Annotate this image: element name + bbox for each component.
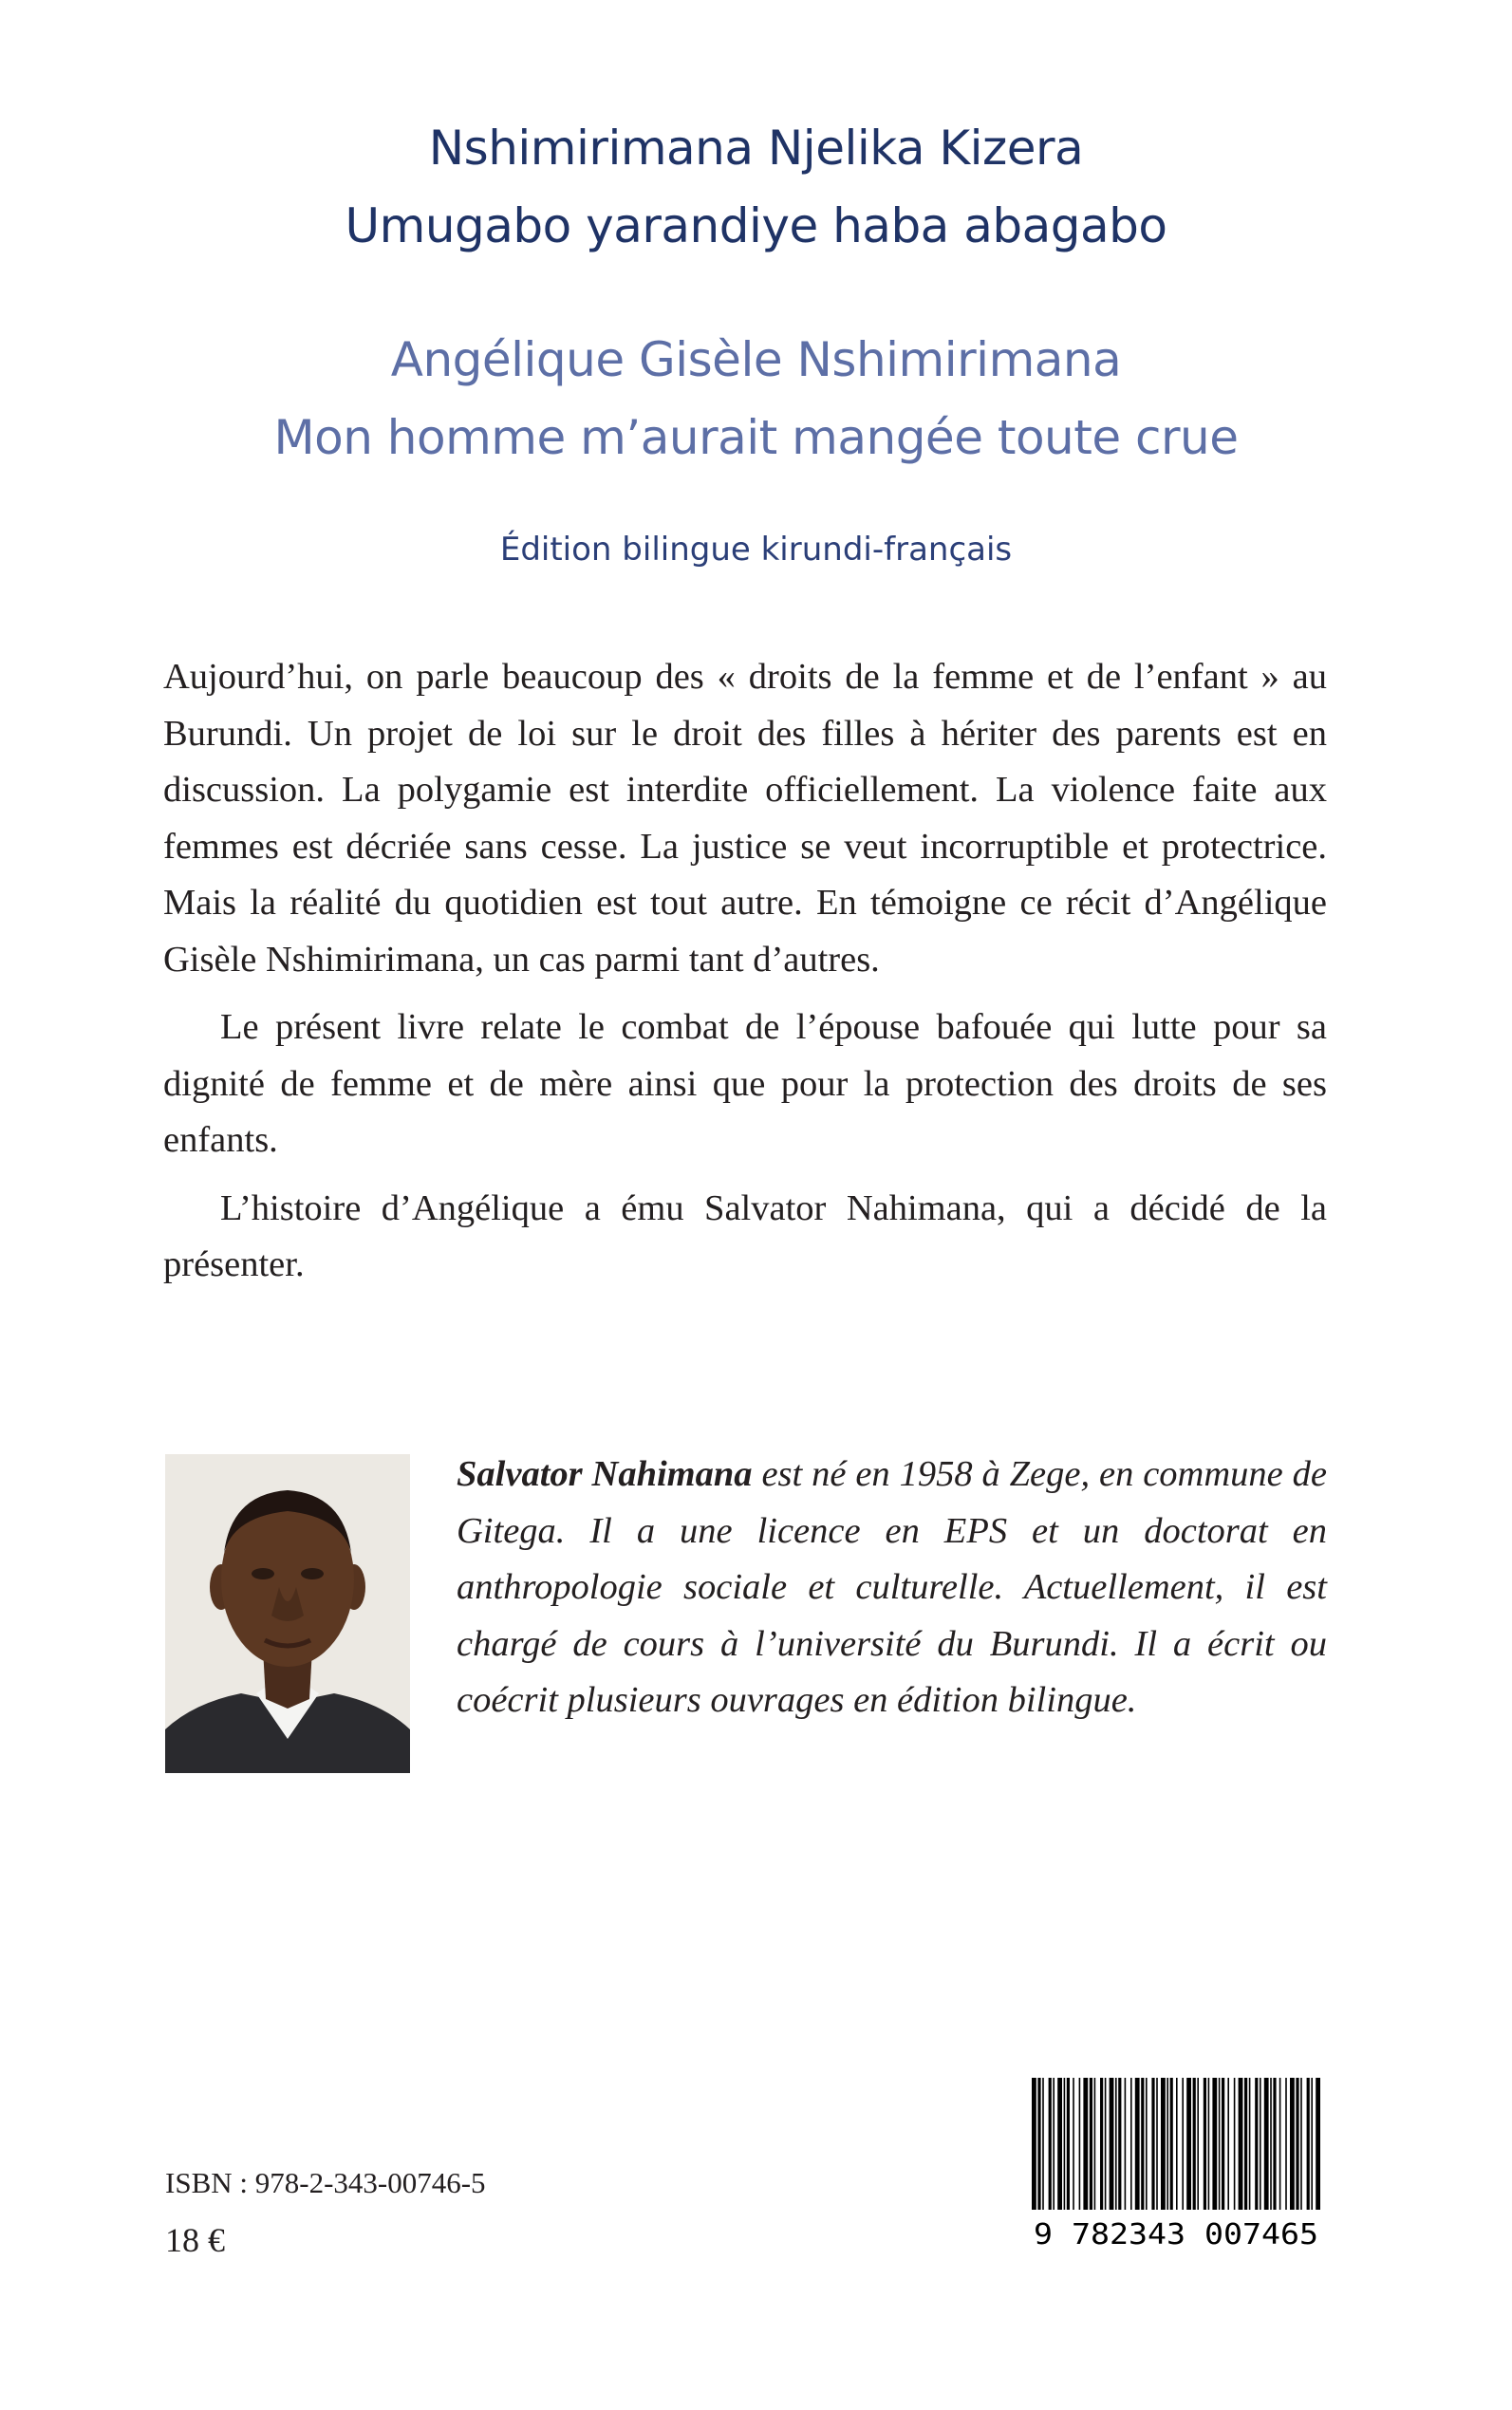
author-bio-text: est né en 1958 à Zege, en commune de Gitega. Il a une licence en EPS et un doctorat en anthropologie sociale et culturelle. Actuellement, il est chargé de cours à l’université du Burundi. Il a écrit ou coécrit plusieurs ouvrages en édition bilingue. <box>457 1454 1327 1720</box>
blurb-paragraph-3: L’histoire d’Angélique a ému Salvator Nahimana, qui a décidé de la présenter. <box>163 1187 1327 1284</box>
author-bio <box>457 1447 1327 1729</box>
author-photo <box>165 1454 410 1773</box>
kirundi-title-block <box>0 109 1512 265</box>
barcode-digits-text: 9 782343 007465 <box>1034 2218 1318 2251</box>
author-name: Salvator Nahimana <box>457 1454 753 1494</box>
barcode-digits <box>1030 2210 1322 2253</box>
french-title: Mon homme m’aurait mangée toute crue <box>273 410 1239 465</box>
price-label: 18 € <box>165 2221 225 2259</box>
french-author: Angélique Gisèle Nshimirimana <box>390 332 1122 387</box>
blurb-paragraph-2: Le présent livre relate le combat de l’épouse bafouée qui lutte pour sa dignité de femme et de mère ainsi que pour la protection des droits de ses enfants. <box>163 1007 1327 1160</box>
blurb-paragraph-1: Aujourd’hui, on parle beaucoup des « droits de la femme et de l’enfant » au Burundi. Un projet de loi sur le droit des filles à hériter des parents est en discussion. La polygamie est interdite officiellement. La violence faite aux femmes est décriée sans cesse. La justice se veut incorruptible et protectrice. Mais la réalité du quotidien est tout autre. En témoigne ce récit d’Angélique Gisèle Nshimirimana, un cas parmi tant d’autres. <box>163 657 1327 980</box>
blurb <box>163 649 1327 1305</box>
kirundi-title: Umugabo yarandiye haba abagabo <box>345 198 1167 253</box>
french-title-block <box>0 321 1512 476</box>
isbn-label: ISBN : 978-2-343-00746-5 <box>165 2166 486 2199</box>
edition-label: Édition bilingue kirundi-français <box>499 531 1013 569</box>
kirundi-author: Nshimirimana Njelika Kizera <box>428 121 1084 176</box>
author-portrait-illustration <box>165 1454 410 1773</box>
